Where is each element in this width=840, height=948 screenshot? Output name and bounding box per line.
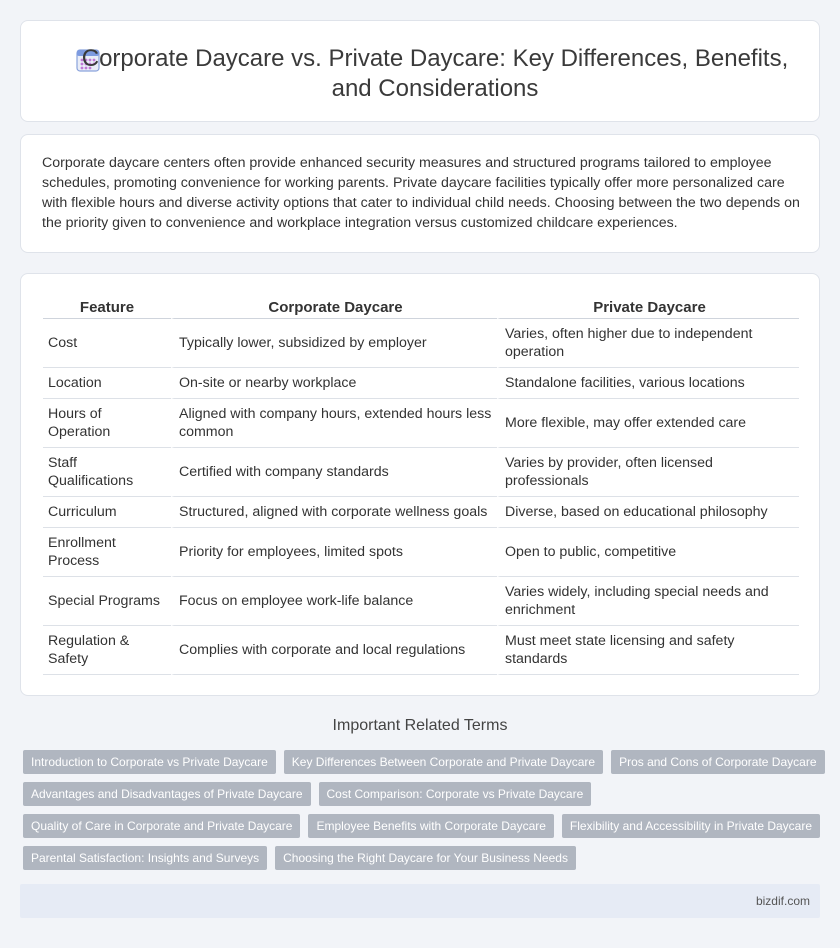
private-cell: More flexible, may offer extended care — [497, 399, 799, 448]
table-row — [43, 319, 799, 368]
private-cell: Must meet state licensing and safety standards — [497, 626, 799, 675]
related-tag[interactable]: Flexibility and Accessibility in Private Daycare — [562, 814, 820, 838]
related-tag[interactable]: Pros and Cons of Corporate Daycare — [611, 750, 824, 774]
table-row — [43, 497, 799, 528]
related-terms — [23, 750, 823, 878]
table-row — [43, 368, 799, 399]
private-cell: Diverse, based on educational philosophy — [497, 497, 799, 528]
feature-cell: Cost — [43, 319, 171, 368]
related-tag[interactable]: Advantages and Disadvantages of Private Daycare — [23, 782, 311, 806]
title-card — [20, 20, 820, 122]
private-cell: Standalone facilities, various locations — [497, 368, 799, 399]
table-row — [43, 448, 799, 497]
related-tag[interactable]: Quality of Care in Corporate and Private Daycare — [23, 814, 300, 838]
corporate-cell: Structured, aligned with corporate wellness goals — [171, 497, 497, 528]
feature-cell: Enrollment Process — [43, 528, 171, 577]
feature-cell: Location — [43, 368, 171, 399]
header-private: Private Daycare — [497, 294, 799, 319]
private-cell: Varies, often higher due to independent operation — [497, 319, 799, 368]
corporate-cell: Focus on employee work-life balance — [171, 577, 497, 626]
related-tag[interactable]: Introduction to Corporate vs Private Daycare — [23, 750, 276, 774]
corporate-cell: Priority for employees, limited spots — [171, 528, 497, 577]
corporate-cell: Certified with company standards — [171, 448, 497, 497]
feature-cell: Regulation & Safety — [43, 626, 171, 675]
related-tag[interactable]: Key Differences Between Corporate and Private Daycare — [284, 750, 603, 774]
related-tag[interactable]: Choosing the Right Daycare for Your Business Needs — [275, 846, 576, 870]
comparison-table — [43, 294, 799, 675]
feature-cell: Special Programs — [43, 577, 171, 626]
header-corporate: Corporate Daycare — [171, 294, 497, 319]
site-link[interactable]: bizdif.com — [755, 894, 810, 908]
table-row — [43, 528, 799, 577]
private-cell: Varies widely, including special needs and enrichment — [497, 577, 799, 626]
corporate-cell: Aligned with company hours, extended hours less common — [171, 399, 497, 448]
tag-row — [23, 750, 823, 774]
table-row — [43, 399, 799, 448]
tag-row — [23, 814, 823, 838]
page-title: Corporate Daycare vs. Private Daycare: Key Differences, Benefits, and Considerations — [81, 45, 789, 102]
feature-cell: Curriculum — [43, 497, 171, 528]
corporate-cell: On-site or nearby workplace — [171, 368, 497, 399]
related-tag[interactable]: Employee Benefits with Corporate Daycare — [308, 814, 553, 838]
private-cell: Open to public, competitive — [497, 528, 799, 577]
intro-card — [20, 134, 820, 253]
table-header-row — [43, 294, 799, 319]
related-terms-title: Important Related Terms — [332, 717, 508, 734]
corporate-cell: Complies with corporate and local regulations — [171, 626, 497, 675]
header-feature: Feature — [43, 294, 171, 319]
footer — [20, 884, 820, 918]
table-row — [43, 577, 799, 626]
intro-paragraph: Corporate daycare centers often provide enhanced security measures and structured programs tailored to employee schedules, promoting convenience for working parents. Private daycare facilities typically offer more personalized care with flexible hours and diverse activity options that cater to individual child needs. Choosing between the two depends on the priority given to convenience and workplace integration versus customized childcare experiences. — [42, 155, 800, 231]
table-row — [43, 626, 799, 675]
corporate-cell: Typically lower, subsidized by employer — [171, 319, 497, 368]
related-tag[interactable]: Cost Comparison: Corporate vs Private Daycare — [319, 782, 592, 806]
feature-cell: Hours of Operation — [43, 399, 171, 448]
feature-cell: Staff Qualifications — [43, 448, 171, 497]
tag-row — [23, 846, 823, 870]
tag-row — [23, 782, 823, 806]
comparison-card — [20, 273, 820, 696]
private-cell: Varies by provider, often licensed professionals — [497, 448, 799, 497]
related-tag[interactable]: Parental Satisfaction: Insights and Surveys — [23, 846, 267, 870]
